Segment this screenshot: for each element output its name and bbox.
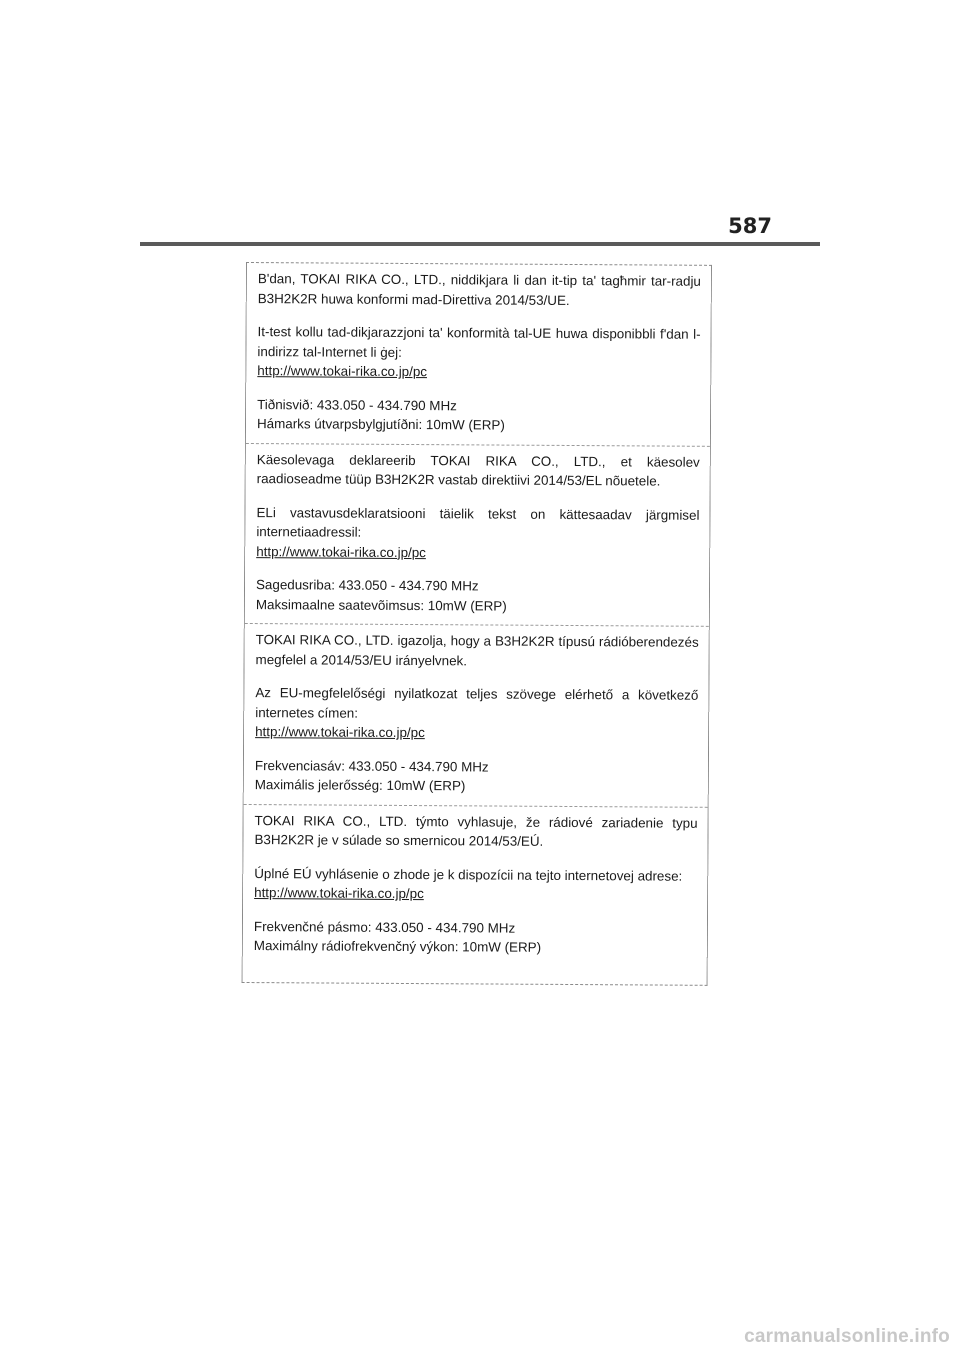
page-number: 587	[728, 214, 772, 238]
conformity-statement: Käesolevaga deklareerib TOKAI RIKA CO., LTD., et käesolev raadioseadme tüüp B3H2K2R vastab direktiivi 2014/53/EL nõuetele.	[256, 451, 700, 489]
section-slovak	[243, 804, 708, 984]
conformity-statement: TOKAI RIKA CO., LTD. týmto vyhlasuje, že rádiové zariadenie typu B3H2K2R je v súlade so smernicou 2014/53/EÚ.	[254, 812, 698, 849]
declaration-link[interactable]: http://www.tokai-rika.co.jp/pc	[256, 543, 426, 560]
frequency-band: Frekvenčné pásmo: 433.050 - 434.790 MHz	[253, 918, 516, 936]
max-power: Maksimaalne saatevõimsus: 10mW (ERP)	[255, 596, 507, 614]
max-power: Hámarks útvarpsbylgjutíðni: 10mW (ERP)	[256, 416, 505, 433]
declaration-link[interactable]: http://www.tokai-rika.co.jp/pc	[255, 724, 425, 741]
section-maltese	[246, 263, 711, 446]
declaration-box	[242, 262, 712, 985]
site-watermark: carmanualsonline.info	[744, 1326, 950, 1347]
conformity-statement: B'dan, TOKAI RIKA CO., LTD., niddikjara li dan it-tip ta' tagħmir tar-radju B3H2K2R huwa konformi mad-Direttiva 2014/53/UE.	[257, 271, 701, 308]
max-power: Maximálny rádiofrekvenčný výkon: 10mW (ERP)	[253, 938, 542, 955]
availability-note: Úplné EÚ vyhlásenie o zhode je k dispozícii na tejto internetovej adrese:	[254, 865, 683, 884]
availability-note: It-test kollu tad-dikjarazzjoni ta' konformità tal-UE huwa disponibbli f'dan l-indirizz tal-Internet li ġej:	[257, 324, 701, 360]
frequency-band: Frekvenciasáv: 433.050 - 434.790 MHz	[254, 757, 489, 774]
declaration-link[interactable]: http://www.tokai-rika.co.jp/pc	[257, 363, 428, 380]
conformity-statement: TOKAI RIKA CO., LTD. igazolja, hogy a B3H2K2R típusú rádióberendezés megfelel a 2014/53/EU irányelvnek.	[255, 632, 699, 668]
frequency-band: Sagedusriba: 433.050 - 434.790 MHz	[255, 577, 479, 594]
availability-note: ELi vastavusdeklaratsiooni täielik tekst on kättesaadav järgmisel internetiaadressil:	[256, 504, 700, 540]
max-power: Maximális jelerősség: 10mW (ERP)	[254, 777, 466, 794]
frequency-band: Tiðnisvið: 433.050 - 434.790 MHz	[257, 396, 457, 413]
header-rule	[140, 242, 820, 246]
availability-note: Az EU-megfelelőségi nyilatkozat teljes szövege elérhető a következő internetes címen:	[255, 685, 699, 721]
declaration-link[interactable]: http://www.tokai-rika.co.jp/pc	[254, 885, 424, 902]
section-estonian	[245, 444, 710, 627]
section-hungarian	[244, 624, 709, 807]
